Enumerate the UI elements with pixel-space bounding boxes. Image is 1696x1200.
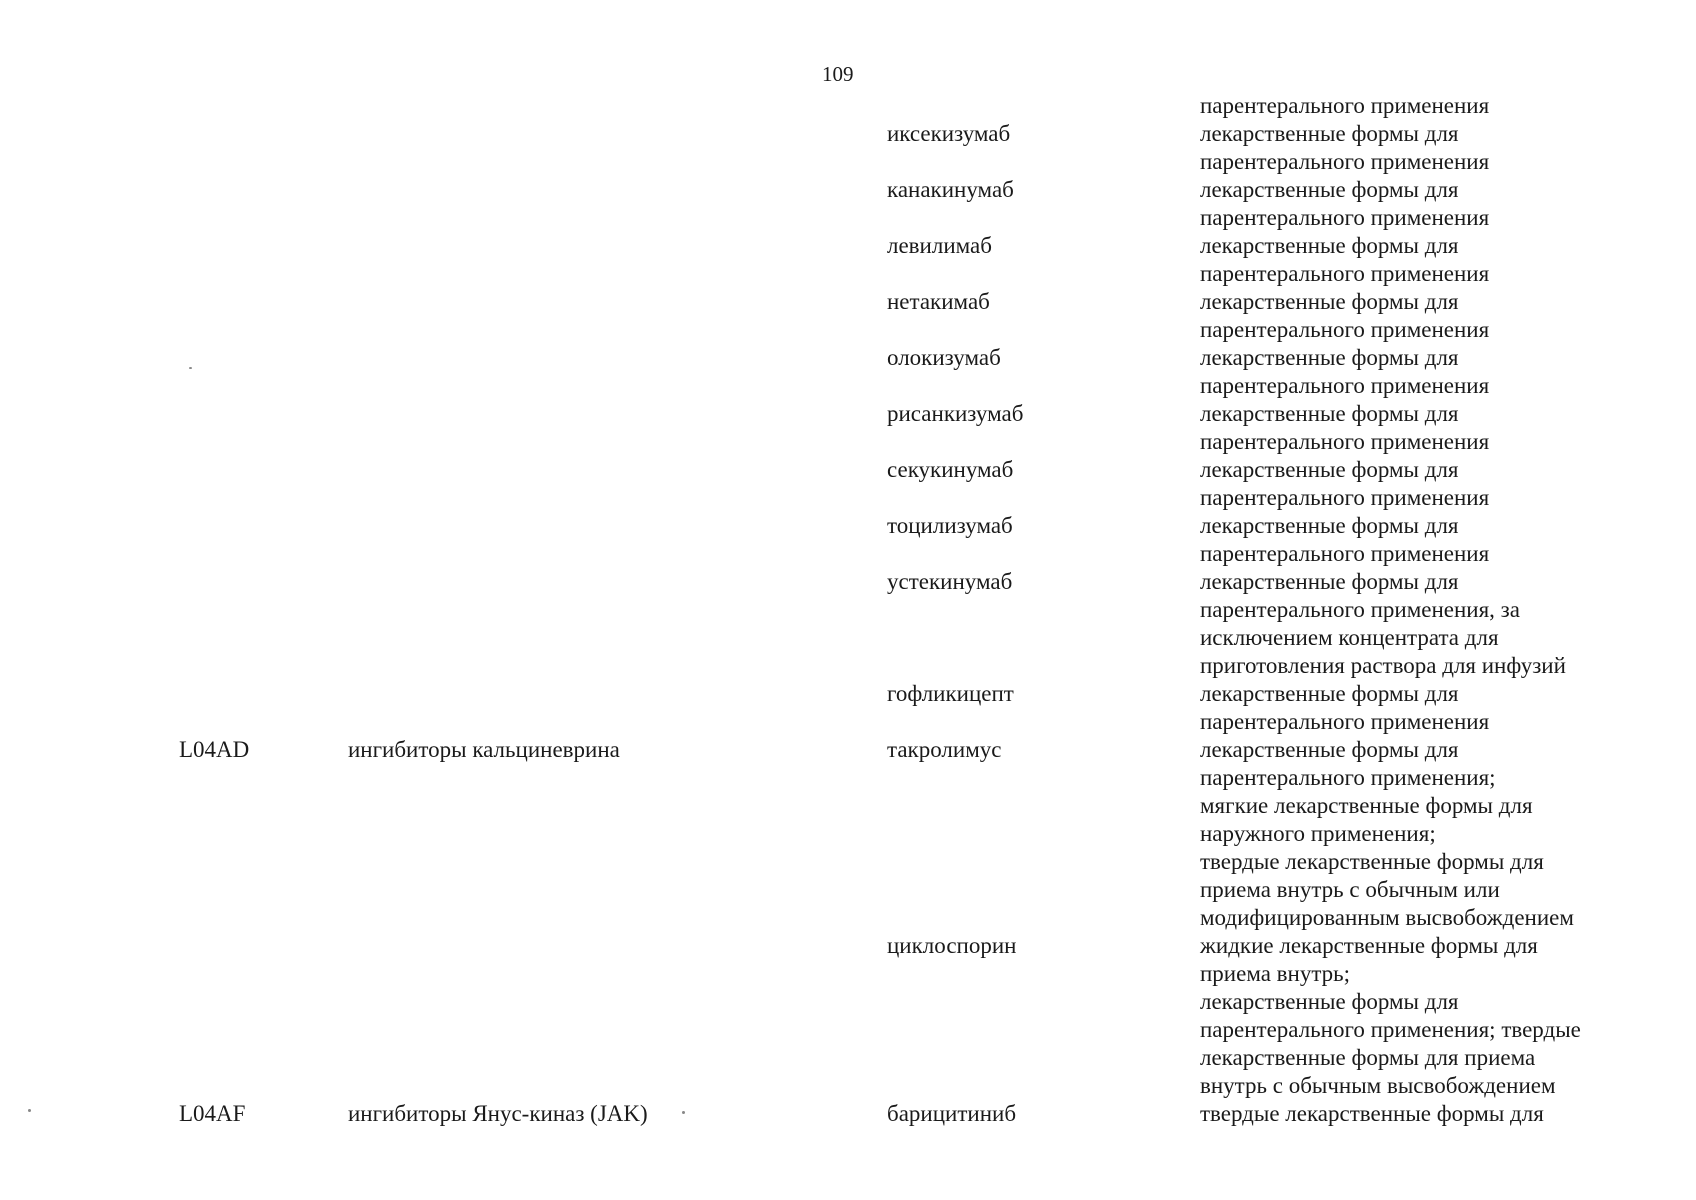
drug-name: левилимаб — [887, 233, 992, 258]
dosage-form-line: лекарственные формы для — [1200, 989, 1459, 1014]
dosage-form-line: парентерального применения — [1200, 93, 1490, 118]
dosage-form-line: твердые лекарственные формы для — [1200, 1101, 1544, 1126]
scan-speck — [28, 1109, 31, 1112]
drug-name: циклоспорин — [887, 933, 1017, 958]
dosage-form-line: лекарственные формы для — [1200, 233, 1459, 258]
dosage-form-line: лекарственные формы для — [1200, 457, 1459, 482]
dosage-form-line: лекарственные формы для — [1200, 345, 1459, 370]
dosage-form-line: лекарственные формы для — [1200, 513, 1459, 538]
dosage-form-line: парентерального применения — [1200, 317, 1490, 342]
group-name: ингибиторы кальциневрина — [348, 737, 620, 762]
drug-name: иксекизумаб — [887, 121, 1011, 146]
dosage-form-line: парентерального применения, за — [1200, 597, 1520, 622]
dosage-form-line: жидкие лекарственные формы для — [1200, 933, 1538, 958]
dosage-form-line: лекарственные формы для — [1200, 177, 1459, 202]
scan-speck — [682, 1111, 685, 1114]
dosage-form-line: парентерального применения — [1200, 709, 1490, 734]
dosage-form-line: парентерального применения — [1200, 373, 1490, 398]
dosage-form-line: парентерального применения — [1200, 205, 1490, 230]
atc-code: L04AF — [179, 1101, 246, 1126]
dosage-form-line: приема внутрь; — [1200, 961, 1351, 986]
drug-name: устекинумаб — [887, 569, 1013, 594]
page-number: 109 — [822, 62, 854, 86]
scan-speck — [189, 367, 192, 369]
dosage-form-line: парентерального применения — [1200, 485, 1490, 510]
dosage-form-line: модифицированным высвобождением — [1200, 905, 1574, 930]
dosage-form-line: лекарственные формы для — [1200, 401, 1459, 426]
dosage-form-line: парентерального применения — [1200, 261, 1490, 286]
dosage-form-line: лекарственные формы для — [1200, 289, 1459, 314]
drug-name: олокизумаб — [887, 345, 1001, 370]
dosage-form-line: лекарственные формы для — [1200, 569, 1459, 594]
dosage-form-line: парентерального применения; твердые — [1200, 1017, 1581, 1042]
dosage-form-line: лекарственные формы для — [1200, 681, 1459, 706]
drug-name: гофликицепт — [887, 681, 1014, 706]
dosage-form-line: твердые лекарственные формы для — [1200, 849, 1544, 874]
dosage-form-line: исключением концентрата для — [1200, 625, 1499, 650]
group-name: ингибиторы Янус-киназ (JAK) — [348, 1101, 648, 1126]
dosage-form-line: лекарственные формы для приема — [1200, 1045, 1536, 1070]
drug-name: рисанкизумаб — [887, 401, 1024, 426]
dosage-form-line: парентерального применения — [1200, 541, 1490, 566]
atc-code: L04AD — [179, 737, 250, 762]
drug-name: барицитиниб — [887, 1101, 1017, 1126]
drug-name: тоцилизумаб — [887, 513, 1013, 538]
drug-name: канакинумаб — [887, 177, 1014, 202]
dosage-form-line: приема внутрь с обычным или — [1200, 877, 1500, 902]
dosage-form-line: наружного применения; — [1200, 821, 1436, 846]
dosage-form-line: внутрь с обычным высвобождением — [1200, 1073, 1556, 1098]
dosage-form-line: парентерального применения — [1200, 429, 1490, 454]
dosage-form-line: приготовления раствора для инфузий — [1200, 653, 1566, 678]
dosage-form-line: парентерального применения — [1200, 149, 1490, 174]
dosage-form-line: лекарственные формы для — [1200, 737, 1459, 762]
drug-name: секукинумаб — [887, 457, 1014, 482]
dosage-form-line: мягкие лекарственные формы для — [1200, 793, 1533, 818]
drug-name: такролимус — [887, 737, 1002, 762]
dosage-form-line: парентерального применения; — [1200, 765, 1496, 790]
drug-name: нетакимаб — [887, 289, 990, 314]
dosage-form-line: лекарственные формы для — [1200, 121, 1459, 146]
